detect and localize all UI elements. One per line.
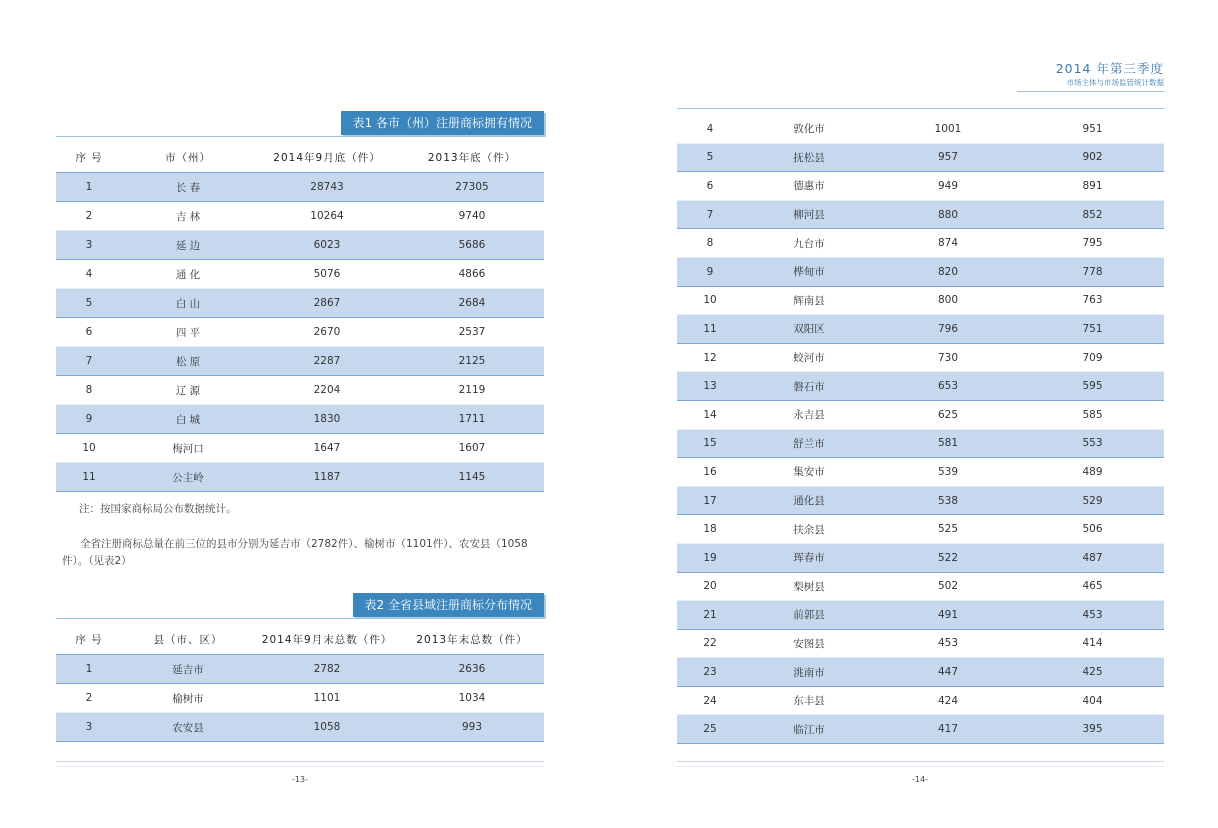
table-cell: 22 [677,629,743,658]
table-cell: 796 [875,315,1021,344]
table-cell: 506 [1021,515,1164,544]
table-cell: 585 [1021,400,1164,429]
table-cell: 2 [56,684,122,713]
table-row [56,434,544,463]
table-cell: 8 [56,376,122,405]
table-cell: 951 [1021,115,1164,143]
table-row [677,629,1164,658]
table-row [56,289,544,318]
table-cell: 20 [677,572,743,601]
table-cell: 辽 源 [122,376,254,405]
table-cell: 1101 [254,684,400,713]
table-cell: 653 [875,372,1021,401]
table1-note: 注：按国家商标局公布数据统计。 [79,503,237,515]
table-cell: 10 [56,434,122,463]
table-cell: 延 边 [122,231,254,260]
table-cell: 德惠市 [743,172,875,201]
table-cell: 农安县 [122,713,254,742]
table-cell: 852 [1021,200,1164,229]
table-row [56,463,544,492]
table-cell: 522 [875,543,1021,572]
table-cell: 778 [1021,257,1164,286]
table-row [677,172,1164,201]
table-cell: 辉南县 [743,286,875,315]
table-row [56,376,544,405]
table-row [56,684,544,713]
table-row [677,515,1164,544]
table-cell: 424 [875,686,1021,715]
table-cell: 581 [875,429,1021,458]
table-row [677,486,1164,515]
table-cell: 5686 [400,231,544,260]
table-cell: 489 [1021,458,1164,487]
table2-title-rule [56,618,544,619]
table-row [677,458,1164,487]
table-cell: 4 [56,260,122,289]
table-cell: 15 [677,429,743,458]
table-cell: 2119 [400,376,544,405]
table2-title: 表2 全省县域注册商标分布情况 [353,593,544,617]
table-cell: 2782 [254,655,400,684]
table-cell: 395 [1021,715,1164,744]
table-cell: 1187 [254,463,400,492]
table-row [677,601,1164,630]
table-row [677,658,1164,687]
table-cell: 800 [875,286,1021,315]
table-cell: 19 [677,543,743,572]
table-cell: 舒兰市 [743,429,875,458]
table1-header-row [56,142,544,173]
table-cell: 12 [677,343,743,372]
table-cell: 延吉市 [122,655,254,684]
table-cell: 九台市 [743,229,875,258]
table-cell: 4866 [400,260,544,289]
table-row [677,229,1164,258]
table-cell: 松 原 [122,347,254,376]
table-cell: 梅河口 [122,434,254,463]
table-cell: 17 [677,486,743,515]
header-subtitle: 市场主体与市场监管统计数据 [1066,78,1164,87]
table-cell: 5 [677,143,743,172]
table-cell: 13 [677,372,743,401]
table-cell: 539 [875,458,1021,487]
table-cell: 3 [56,231,122,260]
table-cell: 11 [56,463,122,492]
table-row [677,543,1164,572]
table-row [677,200,1164,229]
table-cell: 763 [1021,286,1164,315]
table-row [677,286,1164,315]
table-cell: 11 [677,315,743,344]
page-number-left: -13- [292,775,308,784]
table-cell: 447 [875,658,1021,687]
table-cell: 9 [677,257,743,286]
table-cell: 1058 [254,713,400,742]
table-cell: 491 [875,601,1021,630]
table-row [677,257,1164,286]
table-cell: 525 [875,515,1021,544]
table-cell: 417 [875,715,1021,744]
table-cell: 柳河县 [743,200,875,229]
table-row [56,405,544,434]
table-row [677,400,1164,429]
table-cell: 553 [1021,429,1164,458]
table-cell: 1145 [400,463,544,492]
table-cell: 949 [875,172,1021,201]
table-row [677,429,1164,458]
table-cell: 6023 [254,231,400,260]
table1-col-2014: 2014年9月底（件） [273,151,381,164]
table-cell: 2867 [254,289,400,318]
table1-col-index: 序 号 [75,151,103,164]
table-row [677,315,1164,344]
table-cell: 1 [56,173,122,202]
table-row [56,655,544,684]
table2-col-index: 序 号 [75,633,103,646]
table-cell: 1607 [400,434,544,463]
table-cell: 453 [1021,601,1164,630]
table-cell: 993 [400,713,544,742]
table-cell: 通化县 [743,486,875,515]
right-page [609,0,1218,828]
table-cell: 7 [677,200,743,229]
table-row [56,318,544,347]
table-cell: 扶余县 [743,515,875,544]
table-cell: 珲春市 [743,543,875,572]
table-cell: 751 [1021,315,1164,344]
table1-title: 表1 各市（州）注册商标拥有情况 [341,111,544,135]
table-cell: 吉 林 [122,202,254,231]
table-cell: 1830 [254,405,400,434]
table-cell: 28743 [254,173,400,202]
table-cell: 2684 [400,289,544,318]
table-cell: 东丰县 [743,686,875,715]
table-cell: 5 [56,289,122,318]
table-cell: 公主岭 [122,463,254,492]
table-row [677,686,1164,715]
table-cell: 6 [677,172,743,201]
table-row [56,231,544,260]
page-number-right: -14- [912,775,928,784]
table-cell: 2204 [254,376,400,405]
table-row [56,713,544,742]
table-cell: 465 [1021,572,1164,601]
table1-title-rule [56,136,544,137]
table-cell: 白 城 [122,405,254,434]
table-cell: 3 [56,713,122,742]
table-cell: 7 [56,347,122,376]
table-cell: 1647 [254,434,400,463]
table-cell: 820 [875,257,1021,286]
table-cell: 桦甸市 [743,257,875,286]
table2-col-county: 县（市、区） [153,633,223,646]
table-cell: 404 [1021,686,1164,715]
table-cell: 2125 [400,347,544,376]
table-cell: 21 [677,601,743,630]
table-cell: 2537 [400,318,544,347]
table-cell: 487 [1021,543,1164,572]
table-row [677,343,1164,372]
header-year-title: 2014 年第三季度 [1055,61,1164,76]
table-row [56,173,544,202]
table-cell: 6 [56,318,122,347]
table-cell: 临江市 [743,715,875,744]
table-cell: 抚松县 [743,143,875,172]
table-cell: 四 平 [122,318,254,347]
table-cell: 18 [677,515,743,544]
table-cell: 永吉县 [743,400,875,429]
table-cell: 16 [677,458,743,487]
table-row [56,202,544,231]
table-row [677,115,1164,143]
table-cell: 8 [677,229,743,258]
table-cell: 595 [1021,372,1164,401]
table-row [677,715,1164,744]
table-cell: 730 [875,343,1021,372]
table-cell: 2636 [400,655,544,684]
table1-col-2013: 2013年底（件） [427,151,517,164]
table-row [677,572,1164,601]
table-cell: 425 [1021,658,1164,687]
table-cell: 538 [875,486,1021,515]
table-cell: 957 [875,143,1021,172]
table-cell: 502 [875,572,1021,601]
table-row [56,260,544,289]
table1 [56,142,544,492]
table-cell: 529 [1021,486,1164,515]
table-cell: 集安市 [743,458,875,487]
table-cell: 10 [677,286,743,315]
table-row [677,143,1164,172]
table-cell: 25 [677,715,743,744]
table-cell: 24 [677,686,743,715]
table-cell: 880 [875,200,1021,229]
table-cell: 蛟河市 [743,343,875,372]
table-cell: 榆树市 [122,684,254,713]
footer-rule-right [677,761,1164,767]
table-cell: 795 [1021,229,1164,258]
table-cell: 白 山 [122,289,254,318]
table-cell: 902 [1021,143,1164,172]
table-row [677,372,1164,401]
table-cell: 27305 [400,173,544,202]
table-cell: 709 [1021,343,1164,372]
table-cell: 23 [677,658,743,687]
table-cell: 1711 [400,405,544,434]
table-cell: 双阳区 [743,315,875,344]
table2-col-2013: 2013年末总数（件） [416,633,528,646]
table-cell: 1001 [875,115,1021,143]
table-cell: 10264 [254,202,400,231]
table-cell: 洮南市 [743,658,875,687]
summary-paragraph: 全省注册商标总量在前三位的县市分别为延吉市（2782件）、榆树市（1101件）、农安县（1058件）。（见表2） [62,538,528,567]
table-cell: 通 化 [122,260,254,289]
table-cell: 5076 [254,260,400,289]
table-cell: 磐石市 [743,372,875,401]
table-cell: 625 [875,400,1021,429]
table-cell: 891 [1021,172,1164,201]
table-cell: 14 [677,400,743,429]
table-cell: 2 [56,202,122,231]
table-cell: 2670 [254,318,400,347]
table-cell: 453 [875,629,1021,658]
table-cell: 梨树县 [743,572,875,601]
table-cell: 4 [677,115,743,143]
table-cell: 长 春 [122,173,254,202]
table-cell: 2287 [254,347,400,376]
table2 [56,624,544,742]
table-cell: 敦化市 [743,115,875,143]
table-cell: 414 [1021,629,1164,658]
table-cell: 9 [56,405,122,434]
table-cell: 9740 [400,202,544,231]
table-cell: 安图县 [743,629,875,658]
table-cell: 1 [56,655,122,684]
table-row [56,347,544,376]
footer-rule-left [56,761,544,767]
table2-continued [677,115,1164,744]
table1-col-city: 市（州） [165,151,211,164]
table2-header-row [56,624,544,655]
table3-top-rule [677,108,1164,109]
table-cell: 1034 [400,684,544,713]
header-rule [1017,91,1164,92]
table-cell: 前郭县 [743,601,875,630]
table-cell: 874 [875,229,1021,258]
table2-col-2014: 2014年9月末总数（件） [261,633,393,646]
